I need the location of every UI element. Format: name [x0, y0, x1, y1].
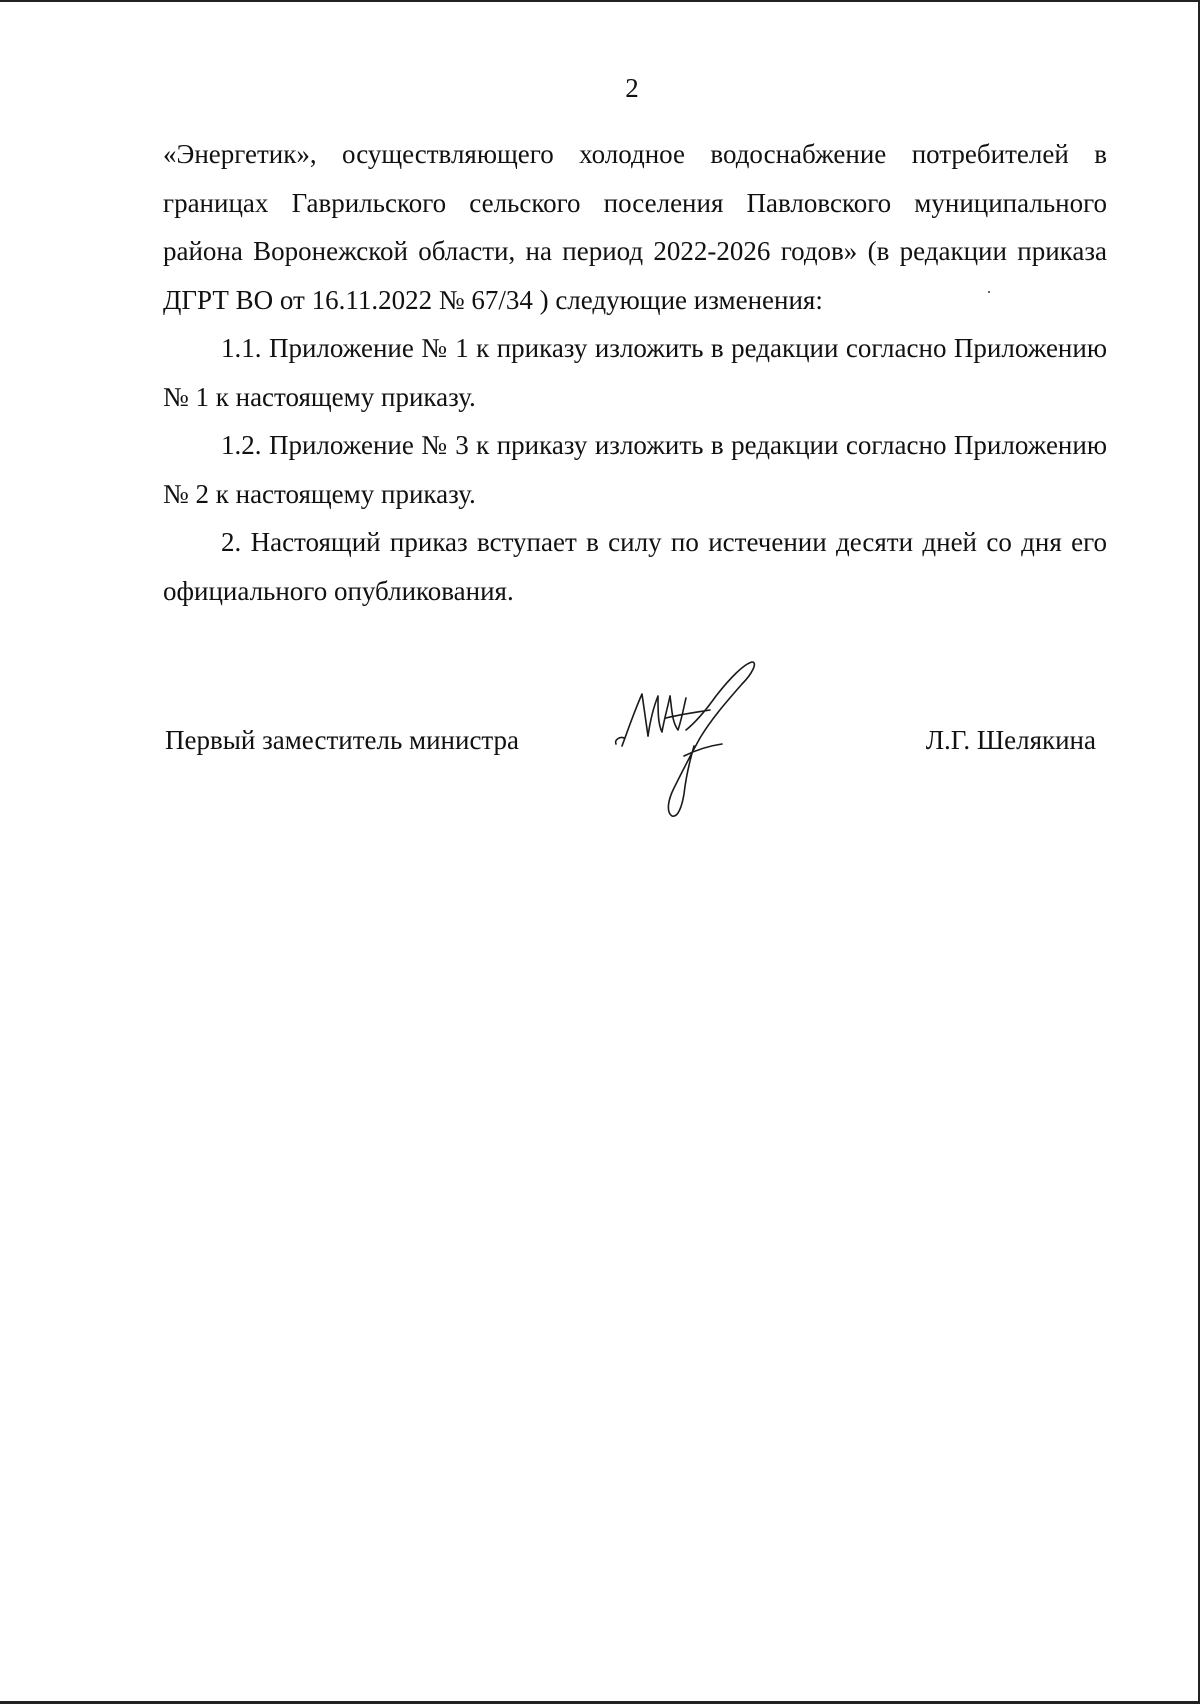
signature-block [0, 722, 1200, 762]
scan-edge-top [0, 0, 1200, 2]
paragraph-item-2: 2. Настоящий приказ вступает в силу по истечении десяти дней со дня его официального опубликования. [163, 527, 1107, 606]
page-number: 2 [625, 73, 639, 103]
scan-speck [988, 291, 990, 293]
signer-position: Первый заместитель министра [165, 725, 520, 755]
handwritten-signature [612, 660, 782, 820]
paragraph-intro: «Энергетик», осуществляющего холодное водоснабжение потребителей в границах Гаврильского сельского поселения Павловского муниципального района Воронежской области, на период 2022-2026 годов» (в редакции приказа ДГРТ ВО от 16.11.2022 № 67/34 ) следующие изменения: [163, 139, 1107, 315]
paragraph-item-1-1: 1.1. Приложение № 1 к приказу изложить в редакции согласно Приложению № 1 к настоящему приказу. [163, 333, 1107, 412]
signer-name: Л.Г. Шелякина [925, 725, 1096, 755]
paragraph-item-1-2: 1.2. Приложение № 3 к приказу изложить в редакции согласно Приложению № 2 к настоящему приказу. [163, 430, 1107, 509]
document-body [163, 130, 1107, 615]
